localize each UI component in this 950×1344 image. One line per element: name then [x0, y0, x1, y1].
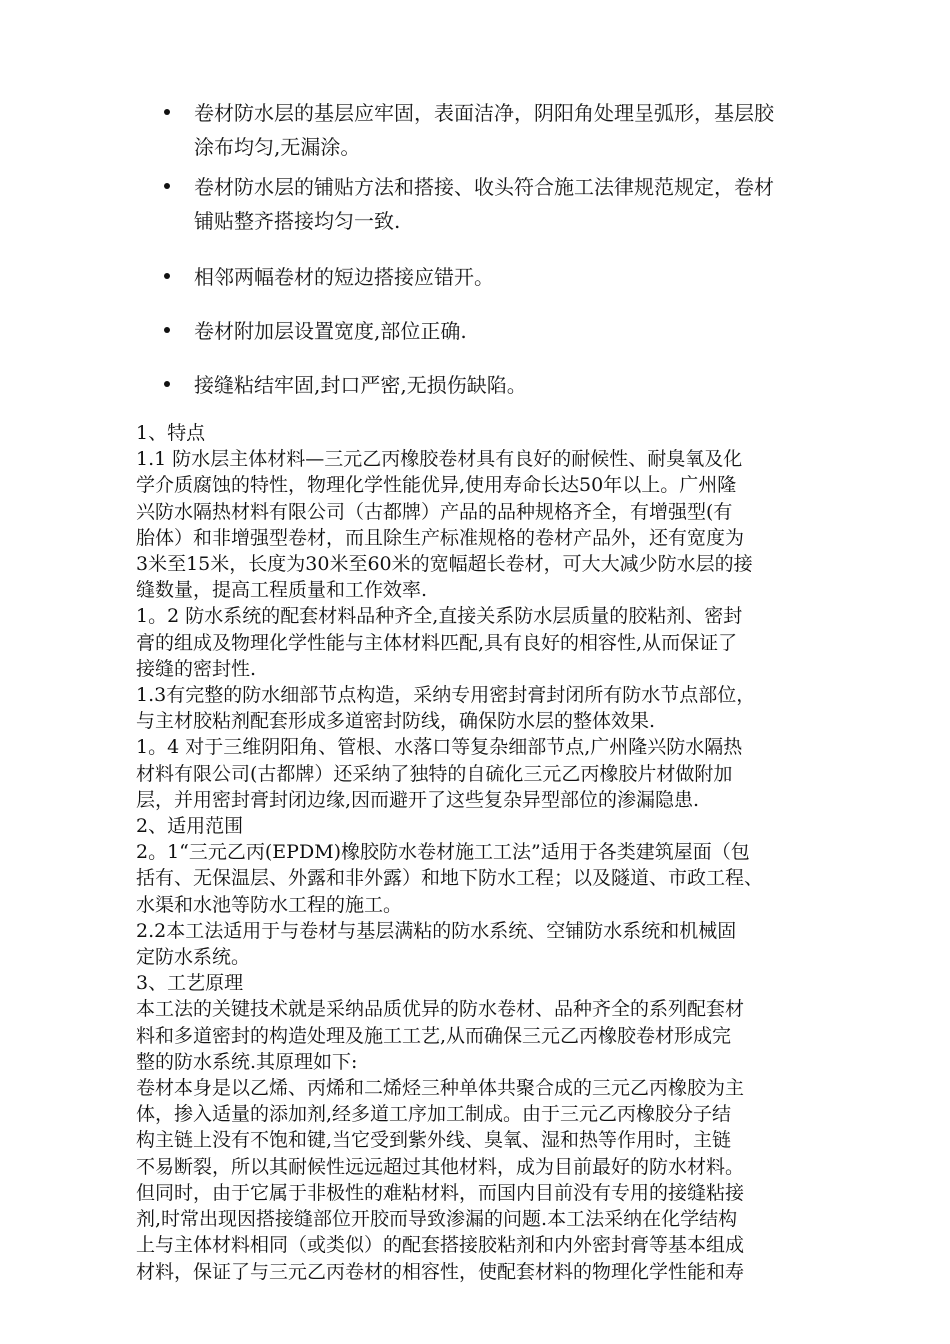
body-text: [136, 420, 876, 1285]
bullet-icon: [164, 109, 170, 115]
paragraph: 1.3有完整的防水细部节点构造，采纳专用密封膏封闭所有防水节点部位， 与主材胶粘剂配套形成多道密封防线，确保防水层的整体效果.: [136, 684, 756, 733]
paragraph: 1。2 防水系统的配套材料品种齐全,直接关系防水层质量的胶粘剂、密封 膏的组成及物理化学性能与主体材料匹配,具有良好的相容性,从而保证了 接缝的密封性.: [136, 605, 743, 680]
bullet-icon: [164, 273, 170, 279]
paragraph: 1。4 对于三维阴阳角、管根、水落口等复杂细部节点,广州隆兴防水隔热 材料有限公司(古都牌）还采纳了独特的自硫化三元乙丙橡胶片材做附加 层，并用密封膏封闭边缘,因而避开了这些复杂异型部位的渗漏隐患.: [136, 736, 743, 811]
acceptance-criteria-list: [160, 96, 860, 402]
section-heading: 3、工艺原理: [136, 972, 244, 995]
list-item: [160, 170, 860, 238]
list-item-text: 卷材防水层的基层应牢固，表面洁净，阴阳角处理呈弧形，基层胶 涂布均匀,无漏涂。: [194, 101, 774, 159]
paragraph: 本工法的关键技术就是采纳品质优异的防水卷材、品种齐全的系列配套材 料和多道密封的构造处理及施工工艺,从而确保三元乙丙橡胶卷材形成完 整的防水系统.其原理如下:: [136, 998, 745, 1073]
list-item-text: 卷材防水层的铺贴方法和搭接、收头符合施工法律规范规定，卷材 铺贴整齐搭接均匀一致.: [194, 175, 774, 233]
paragraph: 2。1“三元乙丙(EPDM)橡胶防水卷材施工工法”适用于各类建筑屋面（包 括有、无保温层、外露和非外露）和地下防水工程；以及隧道、市政工程、 水渠和水池等防水工程的施工。: [136, 841, 764, 916]
paragraph: 2.2本工法适用于与卷材与基层满粘的防水系统、空铺防水系统和机械固 定防水系统。: [136, 919, 737, 969]
bullet-icon: [164, 327, 170, 333]
list-item: [160, 314, 860, 348]
list-item-text: 卷材附加层设置宽度,部位正确.: [194, 319, 467, 343]
list-item-text: 接缝粘结牢固,封口严密,无损伤缺陷。: [194, 373, 527, 397]
list-item-text: 相邻两幅卷材的短边搭接应错开。: [194, 265, 494, 289]
list-item: [160, 96, 860, 164]
list-item: [160, 260, 860, 294]
bullet-icon: [164, 183, 170, 189]
section-heading: 1、特点: [136, 422, 206, 444]
list-item: [160, 368, 860, 402]
paragraph: 1.1 防水层主体材料—三元乙丙橡胶卷材具有良好的耐候性、耐臭氧及化 学介质腐蚀的特性，物理化学性能优异,使用寿命长达50年以上。广州隆 兴防水隔热材料有限公司（古都牌）产品的品种规格齐全，有增强型(有 胎体）和非增强型卷材，而且除生产标准规格的卷材产品外，还有宽度为 3米至15米，长度为30米至60米的宽幅超长卷材，可大大减少防水层的接 缝数量，提高工程质量和工作效率.: [136, 448, 753, 602]
section-heading: 2、适用范围: [136, 815, 244, 838]
bullet-icon: [164, 381, 170, 387]
paragraph: 卷材本身是以乙烯、丙烯和二烯烃三种单体共聚合成的三元乙丙橡胶为主 体，掺入适量的添加剂,经多道工序加工制成。由于三元乙丙橡胶分子结 构主链上没有不饱和键,当它受到紫外线、臭氧、湿和热等作用时，主链 不易断裂，所以其耐候性远远超过其他材料，成为目前最好的防水材料。 但同时，由于它属于非极性的难粘材料，而国内目前没有专用的接缝粘接 剂,时常出现因搭接缝部位开胶而导致渗漏的问题.本工法采纳在化学结构 上与主体材料相同（或类似）的配套搭接胶粘剂和内外密封膏等基本组成 材料，保证了与三元乙丙卷材的相容性，使配套材料的物理化学性能和寿: [136, 1077, 745, 1283]
